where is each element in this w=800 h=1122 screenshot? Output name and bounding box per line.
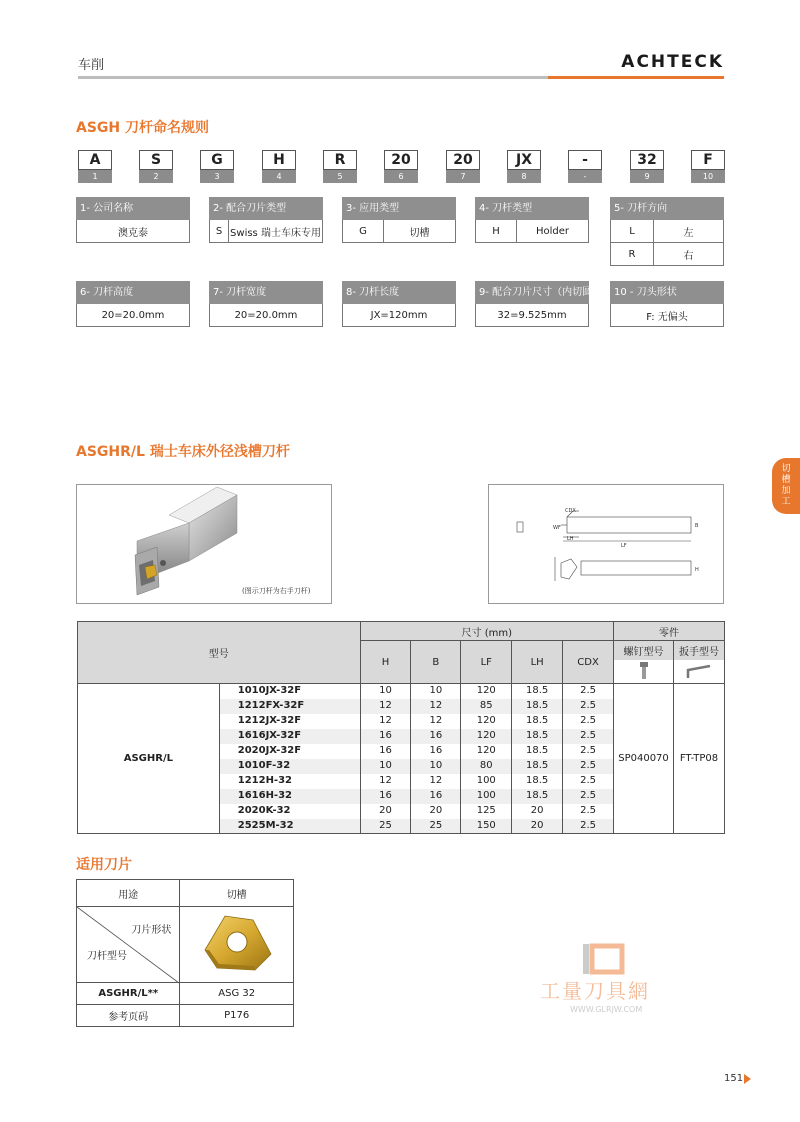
cell-h: 10 [360, 684, 411, 699]
code-char: F [691, 150, 725, 170]
screw-icon [638, 662, 650, 680]
section-category: 车削 [78, 58, 105, 73]
model-cell: 1616JX-32F [219, 729, 360, 744]
code-index: - [568, 170, 602, 183]
ref-label: 参考页码 [77, 1005, 180, 1027]
header-dims: 尺寸 (mm) [360, 622, 614, 641]
card-code: G [359, 225, 367, 237]
label-b: B [695, 523, 699, 529]
model-cell: 2020JX-32F [219, 744, 360, 759]
brand-logo: ACHTECK [621, 52, 724, 72]
code-index: 10 [691, 170, 725, 183]
cell-lh: 20 [512, 819, 563, 834]
spec-card-holder-type [475, 197, 589, 243]
side-tab-label: 切槽加工 [781, 464, 791, 507]
watermark-logo [540, 944, 670, 1019]
cell-h: 12 [360, 699, 411, 714]
card-code: S [215, 225, 223, 237]
code-box [78, 150, 112, 183]
insert-image [195, 910, 279, 976]
spec-card-length [342, 281, 456, 327]
card-title: 3- 应用类型 [342, 197, 456, 220]
cell-b: 16 [411, 789, 461, 804]
use-value: 切槽 [180, 880, 294, 907]
code-box [446, 150, 480, 183]
cell-lf: 100 [461, 774, 512, 789]
code-box [568, 150, 602, 183]
holder-model: ASGHR/L** [77, 983, 180, 1005]
cell-cdx: 2.5 [563, 729, 614, 744]
photo-caption: (图示刀杆为右手刀杆) [242, 587, 311, 595]
label-wf: WF [553, 525, 561, 531]
dimension-drawing [488, 484, 724, 604]
code-char: A [78, 150, 112, 170]
cell-cdx: 2.5 [563, 714, 614, 729]
cell-cdx: 2.5 [563, 684, 614, 699]
spec-card-direction [610, 197, 724, 266]
card-code: R [628, 248, 636, 260]
cell-cdx: 2.5 [563, 699, 614, 714]
code-char: - [568, 150, 602, 170]
holder-label: 刀杆型号 [87, 951, 127, 962]
header-cdx: CDX [563, 641, 614, 684]
code-box [139, 150, 173, 183]
cell-lh: 18.5 [512, 699, 563, 714]
cell-b: 25 [411, 819, 461, 834]
code-box [691, 150, 725, 183]
code-char: G [200, 150, 234, 170]
cell-h: 16 [360, 744, 411, 759]
header-screw [614, 641, 674, 684]
header-lf: LF [461, 641, 512, 684]
cell-cdx: 2.5 [563, 774, 614, 789]
card-value: 右 [653, 243, 723, 265]
watermark-text: 工量刀具網 [540, 979, 650, 1003]
spec-card-company [76, 197, 190, 243]
card-value: 左 [653, 220, 723, 242]
code-box [507, 150, 541, 183]
card-title: 4- 刀杆类型 [475, 197, 589, 220]
header-b: B [411, 641, 461, 684]
label-lh: LH [567, 536, 574, 542]
cell-h: 12 [360, 714, 411, 729]
use-label: 用途 [77, 880, 180, 907]
cell-lf: 125 [461, 804, 512, 819]
code-index: 4 [262, 170, 296, 183]
cell-lh: 18.5 [512, 744, 563, 759]
model-cell: 1212JX-32F [219, 714, 360, 729]
card-value: Swiss 瑞士车床专用 [228, 220, 322, 242]
label-cdx: CDX [565, 508, 576, 514]
header-screw-label: 螺钉型号 [613, 641, 674, 660]
code-char: 20 [446, 150, 480, 170]
header-wrench [674, 641, 725, 684]
diagonal-header-cell [77, 907, 180, 983]
card-title: 5- 刀杆方向 [610, 197, 724, 220]
cell-b: 20 [411, 804, 461, 819]
code-index: 6 [384, 170, 418, 183]
cell-b: 12 [411, 714, 461, 729]
next-page-arrow-icon[interactable] [744, 1074, 751, 1084]
model-cell: 1616H-32 [219, 789, 360, 804]
code-box [200, 150, 234, 183]
header-parts: 零件 [614, 622, 725, 641]
code-box [630, 150, 664, 183]
cell-lf: 120 [461, 729, 512, 744]
model-cell: 1212H-32 [219, 774, 360, 789]
card-title: 1- 公司名称 [76, 197, 190, 220]
code-index: 9 [630, 170, 664, 183]
page-number: 151 [724, 1073, 744, 1084]
cell-b: 16 [411, 729, 461, 744]
card-value: 20=20.0mm [234, 309, 298, 321]
cell-lf: 120 [461, 684, 512, 699]
watermark [540, 944, 670, 1019]
cell-h: 10 [360, 759, 411, 774]
model-cell: 1010JX-32F [219, 684, 360, 699]
model-cell: 2525M-32 [219, 819, 360, 834]
watermark-url: WWW.GLRJW.COM [570, 1005, 643, 1014]
ref-page[interactable]: P176 [180, 1005, 294, 1027]
cell-lf: 100 [461, 789, 512, 804]
cell-cdx: 2.5 [563, 759, 614, 774]
card-code: H [492, 225, 500, 237]
card-value: Holder [516, 220, 588, 242]
code-char: H [262, 150, 296, 170]
diagonal-line [77, 907, 179, 983]
code-row [78, 150, 726, 184]
insert-model[interactable]: ASG 32 [180, 983, 294, 1005]
cell-lf: 85 [461, 699, 512, 714]
dimension-drawing-svg [489, 485, 723, 603]
code-index: 1 [78, 170, 112, 183]
model-cell: 1010F-32 [219, 759, 360, 774]
cell-lh: 18.5 [512, 789, 563, 804]
card-value: F: 无偏头 [646, 311, 688, 323]
cell-b: 10 [411, 684, 461, 699]
header-rule [78, 76, 548, 79]
wrench-model: FT-TP08 [674, 684, 725, 834]
code-index: 7 [446, 170, 480, 183]
header-rule-accent [548, 76, 724, 79]
code-char: S [139, 150, 173, 170]
header-h: H [360, 641, 411, 684]
cell-lf: 80 [461, 759, 512, 774]
card-value: 32=9.525mm [497, 309, 567, 321]
code-char: 32 [630, 150, 664, 170]
code-char: 20 [384, 150, 418, 170]
cell-cdx: 2.5 [563, 744, 614, 759]
cell-lh: 18.5 [512, 684, 563, 699]
shape-label: 刀片形状 [131, 925, 172, 936]
insert-table [76, 879, 294, 1027]
code-char: R [323, 150, 357, 170]
cell-lh: 18.5 [512, 729, 563, 744]
cell-lh: 18.5 [512, 759, 563, 774]
spec-card-application [342, 197, 456, 243]
spec-card-height [76, 281, 190, 327]
card-title: 10 - 刀头形状 [610, 281, 724, 304]
code-index: 3 [200, 170, 234, 183]
header-lh: LH [512, 641, 563, 684]
cell-cdx: 2.5 [563, 819, 614, 834]
cell-h: 20 [360, 804, 411, 819]
spec-card-insert-type [209, 197, 323, 243]
product-title: ASGHR/L 瑞士车床外径浅槽刀杆 [76, 444, 290, 460]
inserts-title: 适用刀片 [76, 857, 132, 873]
header-model: 型号 [78, 622, 361, 684]
code-box [384, 150, 418, 183]
card-title: 9- 配合刀片尺寸（内切圆） [475, 281, 589, 304]
code-index: 2 [139, 170, 173, 183]
card-value: 澳克泰 [118, 227, 148, 239]
cell-b: 16 [411, 744, 461, 759]
card-value: 切槽 [383, 220, 455, 242]
cell-lf: 120 [461, 714, 512, 729]
model-cell: 1212FX-32F [219, 699, 360, 714]
spec-card-insert-size [475, 281, 603, 327]
card-code: L [629, 225, 635, 237]
side-tab[interactable] [772, 458, 800, 514]
card-value: JX=120mm [370, 309, 428, 321]
card-title: 8- 刀杆长度 [342, 281, 456, 304]
cell-h: 12 [360, 774, 411, 789]
code-index: 8 [507, 170, 541, 183]
insert-image-cell [180, 907, 294, 983]
cell-b: 12 [411, 774, 461, 789]
model-cell: 2020K-32 [219, 804, 360, 819]
cell-b: 10 [411, 759, 461, 774]
code-box [262, 150, 296, 183]
card-value: 20=20.0mm [101, 309, 165, 321]
label-lf: LF [621, 543, 627, 549]
card-title: 7- 刀杆宽度 [209, 281, 323, 304]
cell-lh: 20 [512, 804, 563, 819]
cell-h: 16 [360, 729, 411, 744]
naming-rule-title: ASGH 刀杆命名规则 [76, 120, 209, 136]
cell-h: 25 [360, 819, 411, 834]
holder-spec-table [77, 621, 725, 834]
cell-lf: 120 [461, 744, 512, 759]
card-title: 2- 配合刀片类型 [209, 197, 323, 220]
code-index: 5 [323, 170, 357, 183]
cell-cdx: 2.5 [563, 789, 614, 804]
header-wrench-label: 扳手型号 [673, 641, 725, 660]
code-box [323, 150, 357, 183]
cell-lf: 150 [461, 819, 512, 834]
screw-model: SP040070 [614, 684, 674, 834]
cell-b: 12 [411, 699, 461, 714]
wrench-icon [684, 662, 714, 680]
group-label: ASGHR/L [78, 684, 220, 834]
cell-h: 16 [360, 789, 411, 804]
code-char: JX [507, 150, 541, 170]
cell-lh: 18.5 [512, 714, 563, 729]
spec-card-width [209, 281, 323, 327]
spec-card-head-shape [610, 281, 724, 327]
cell-lh: 18.5 [512, 774, 563, 789]
cell-cdx: 2.5 [563, 804, 614, 819]
label-h: H [695, 567, 699, 573]
card-title: 6- 刀杆高度 [76, 281, 190, 304]
